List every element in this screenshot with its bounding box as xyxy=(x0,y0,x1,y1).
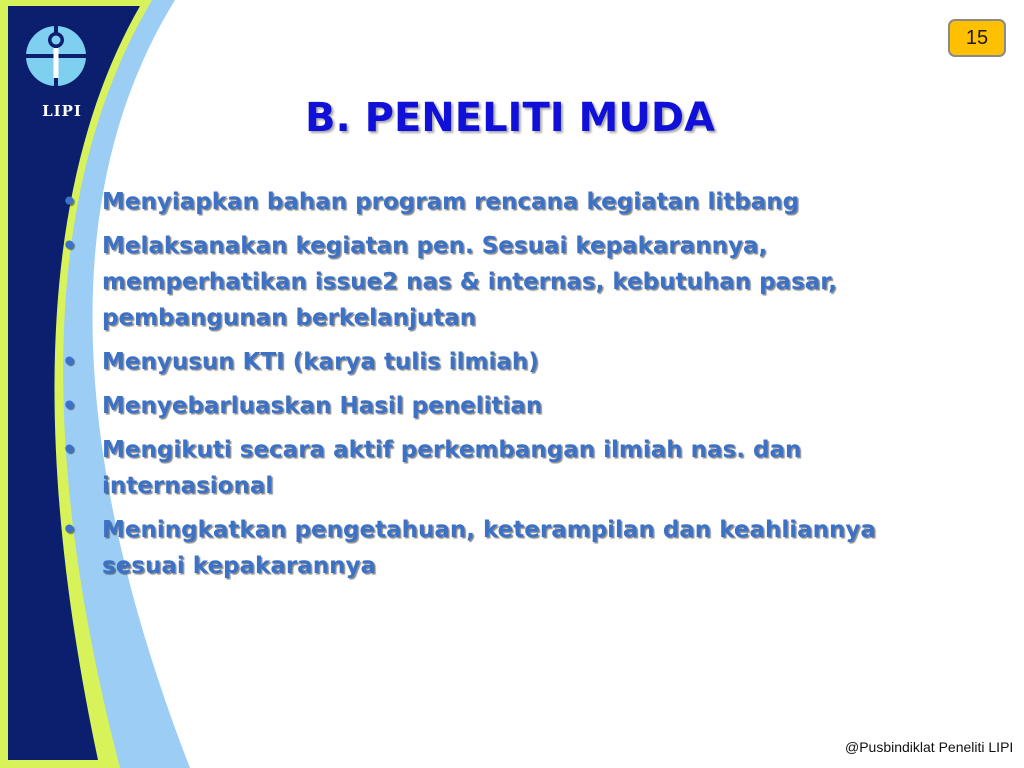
logo xyxy=(18,18,98,118)
bullet-text: Meningkatkan pengetahuan, keterampilan dan keahliannya sesuai kepakarannya xyxy=(102,517,876,579)
list-item xyxy=(62,184,952,220)
bullet-dot: • xyxy=(62,437,77,463)
lipi-emblem-icon xyxy=(18,18,98,98)
bullet-dot: • xyxy=(62,349,77,375)
footer-credit: @Pusbindiklat Peneliti LIPI xyxy=(845,739,1014,755)
bullet-dot: • xyxy=(62,233,77,259)
page-number-badge: 15 xyxy=(948,19,1006,57)
logo-text: LIPI xyxy=(42,102,82,120)
bullet-text: Menyebarluaskan Hasil penelitian xyxy=(102,393,543,419)
bullet-dot: • xyxy=(62,393,77,419)
list-item xyxy=(62,344,952,380)
bullet-text: Menyiapkan bahan program rencana kegiatan litbang xyxy=(102,189,800,215)
bullet-text: Mengikuti secara aktif perkembangan ilmiah nas. dan internasional xyxy=(102,437,802,499)
bullet-dot: • xyxy=(62,517,77,543)
list-item xyxy=(62,512,952,584)
list-item xyxy=(62,388,952,424)
bullet-text: Melaksanakan kegiatan pen. Sesuai kepakarannya, memperhatikan issue2 nas & internas, kebutuhan pasar, pembangunan berkelanjutan xyxy=(102,233,837,331)
list-item xyxy=(62,228,952,336)
bullet-text: Menyusun KTI (karya tulis ilmiah) xyxy=(102,349,539,375)
bullet-dot: • xyxy=(62,189,77,215)
bullet-list xyxy=(62,184,952,592)
slide-title: B. PENELITI MUDA xyxy=(305,95,715,141)
list-item xyxy=(62,432,952,504)
